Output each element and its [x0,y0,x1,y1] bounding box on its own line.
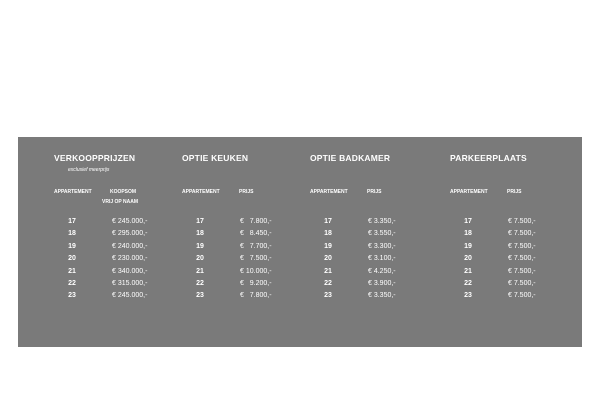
column-header-prijs: PRIJS [507,189,522,195]
price-value: € 3.900,- [368,279,396,287]
apartment-number: 21 [464,267,472,275]
apartment-number: 23 [464,292,472,300]
price-value: € 7.500,- [508,279,536,287]
price-value: € 3.350,- [368,292,396,300]
apartment-number: 20 [68,255,76,263]
apartment-number: 19 [68,242,76,250]
apartment-number: 18 [68,230,76,238]
price-value: € 245.000,- [112,292,148,300]
apartment-number: 20 [196,255,204,263]
apartment-number: 18 [464,230,472,238]
apartment-number: 17 [68,218,76,225]
column-header-appartement: APPARTEMENT [450,189,488,195]
price-value: € 7.500,- [240,255,272,263]
apartment-number: 20 [324,255,332,263]
apartment-number: 21 [68,267,76,275]
apartment-number: 23 [68,292,76,300]
column-header-prijs: PRIJS [367,189,382,195]
column-header-appartement: APPARTEMENT [54,189,92,195]
apartment-number: 22 [68,279,76,287]
price-value: € 230.000,- [112,255,148,263]
column-header-appartement: APPARTEMENT [310,189,348,195]
apartment-number: 21 [196,267,204,275]
price-value: € 7.500,- [508,267,536,275]
apartment-number: 17 [324,218,332,225]
column-header-koopsom-line2: VRIJ OP NAAM [102,199,139,205]
price-value: € 7.500,- [508,242,536,250]
price-value: € 10.000,- [240,267,272,275]
price-value: € 7.500,- [508,230,536,238]
section-title: VERKOOPPRIJZEN [54,153,136,163]
price-value: € 7.800,- [240,292,272,300]
column-header-appartement: APPARTEMENT [182,189,220,195]
price-value: € 3.550,- [368,230,396,238]
column-header-koopsom [102,187,138,207]
price-value: € 245.000,- [112,218,148,225]
price-value: € 295.000,- [112,230,148,238]
apartment-number: 22 [464,279,472,287]
price-value: € 8.450,- [240,230,272,238]
apartment-number: 20 [464,255,472,263]
apartment-number: 17 [196,218,204,225]
price-value: € 315.000,- [112,279,148,287]
apartment-number: 19 [464,242,472,250]
column-header-koopsom-line1: KOOPSOM [109,189,137,195]
section-title: OPTIE BADKAMER [310,153,391,163]
price-value: € 3.300,- [368,242,396,250]
price-value: € 340.000,- [112,267,148,275]
price-value: € 9.200,- [240,279,272,287]
apartment-number: 18 [196,230,204,238]
apartment-number: 22 [196,279,204,287]
price-value: € 7.500,- [508,292,536,300]
price-value: € 3.350,- [368,218,396,225]
apartment-number: 23 [196,292,204,300]
price-value: € 7.800,- [240,218,272,225]
section-title: PARKEERPLAATS [450,153,527,163]
apartment-number: 17 [464,218,472,225]
apartment-number: 23 [324,292,332,300]
price-panel [18,137,582,347]
apartment-number: 19 [196,242,204,250]
section-subtitle: exclusief meerprijs [68,167,110,173]
apartment-number: 21 [324,267,332,275]
apartment-number: 19 [324,242,332,250]
price-value: € 4.250,- [368,267,396,275]
price-value: € 3.100,- [368,255,396,263]
apartment-number: 22 [324,279,332,287]
price-value: € 7.700,- [240,242,272,250]
price-value: € 240.000,- [112,242,148,250]
price-value: € 7.500,- [508,218,536,225]
price-value: € 7.500,- [508,255,536,263]
column-header-prijs: PRIJS [239,189,254,195]
apartment-number: 18 [324,230,332,238]
section-title: OPTIE KEUKEN [182,153,249,163]
